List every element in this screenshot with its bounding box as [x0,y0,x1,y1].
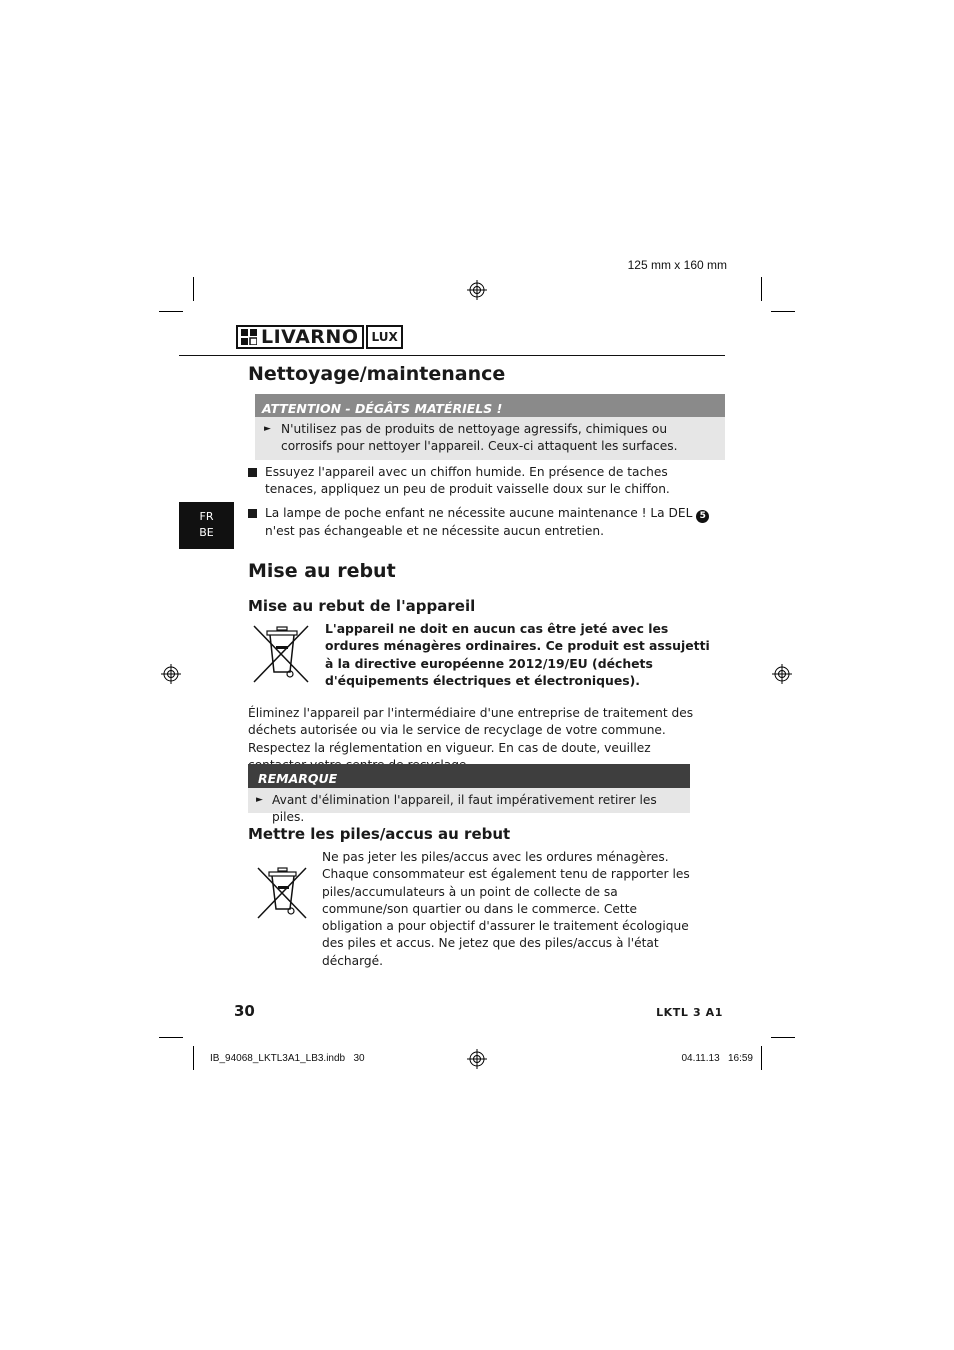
square-bullet-icon [248,509,257,518]
registration-mark-icon [467,280,487,300]
crop-mark [159,311,183,312]
brand-name: LIVARNO [261,326,359,348]
note-body [248,788,690,825]
brand-logo [236,325,403,349]
note-header [248,764,690,788]
arrow-bullet-icon: ► [264,424,271,434]
registration-mark-icon [467,1049,487,1069]
registration-mark-icon [161,664,181,684]
subsection-title-batteries: Mettre les piles/accus au rebut [248,825,511,843]
device-disposal-paragraph: Éliminez l'appareil par l'intermédiaire d'une entreprise de traitement des déchets autorisée ou via le service de recyclage de votre commune. Respectez la réglementation en vigueur. En cas de doute, veuillez [248,706,694,755]
page-number: 30 [234,1002,255,1020]
subsection-title-device: Mise au rebut de l'appareil [248,597,476,615]
warning-body [255,417,725,460]
registration-mark-icon [772,664,792,684]
crossed-bin-icon [254,864,310,922]
device-disposal-warning: L'appareil ne doit en aucun cas être jeté avec les ordures ménagères ordinaires. Ce produit est assujetti à la directive européenne 2012/19/EU (déchets d'équipements électriques et électroniques). [325,621,710,688]
crop-mark [193,277,194,301]
bullet-text: Essuyez l'appareil avec un chiffon humide. En présence de taches tenaces, appliquez un peu de produit vaisselle doux sur le chiffon. [265,465,670,497]
warning-box [255,394,725,460]
header-rule [179,355,725,356]
print-date: 04.11.13 16:59 [681,1053,753,1064]
crossed-bin-icon [250,622,312,686]
language-code-be: BE [199,526,214,539]
crop-mark [771,311,795,312]
note-text: Avant d'élimination l'appareil, il faut impérativement retirer les piles. [272,793,657,825]
model-number: LKTL 3 A1 [656,1006,723,1019]
crop-mark [761,277,762,301]
section-title-cleaning: Nettoyage/maintenance [248,363,506,385]
list-item [248,464,712,499]
file-info: IB_94068_LKTL3A1_LB3.indb 30 [210,1053,365,1064]
language-code-fr: FR [199,510,214,523]
section-title-disposal: Mise au rebut [248,560,396,582]
note-header-text: REMARQUE [258,771,338,786]
square-bullet-icon [248,468,257,477]
note-box [248,764,690,825]
crop-mark [761,1046,762,1070]
list-item [248,505,712,540]
battery-disposal-text: Ne pas jeter les piles/accus avec les ordures ménagères. Chaque consommateur est également tenu de rapporter les piles/accumulateurs à un point de collecte de sa commune/son quartier ou dans le commerce. Cette obligation a pour objectif d'assurer le traitement écologique des piles et accus. Ne jetez que des piles/accus à l'état déchargé. [322,850,690,968]
arrow-bullet-icon: ► [256,795,263,805]
warning-header-text: ATTENTION - DÉGÂTS MATÉRIELS ! [262,401,503,416]
crop-mark [771,1037,795,1038]
led-reference-number: 5 [696,510,709,523]
bullet-text: n'est pas échangeable et ne nécessite aucun entretien. [265,524,604,538]
warning-header [255,394,725,417]
warning-text: N'utilisez pas de produits de nettoyage agressifs, chimiques ou corrosifs pour nettoyer l'appareil. Ceux-ci attaquent les surfaces. [281,422,678,453]
brand-sub: LUX [371,330,398,344]
bullet-text: La lampe de poche enfant ne nécessite aucune maintenance ! La DEL [265,506,693,520]
language-tab [179,502,234,549]
page-size-label: 125 mm x 160 mm [627,258,727,272]
livarno-mark-icon [241,329,257,345]
crop-mark [159,1037,183,1038]
crop-mark [193,1046,194,1070]
